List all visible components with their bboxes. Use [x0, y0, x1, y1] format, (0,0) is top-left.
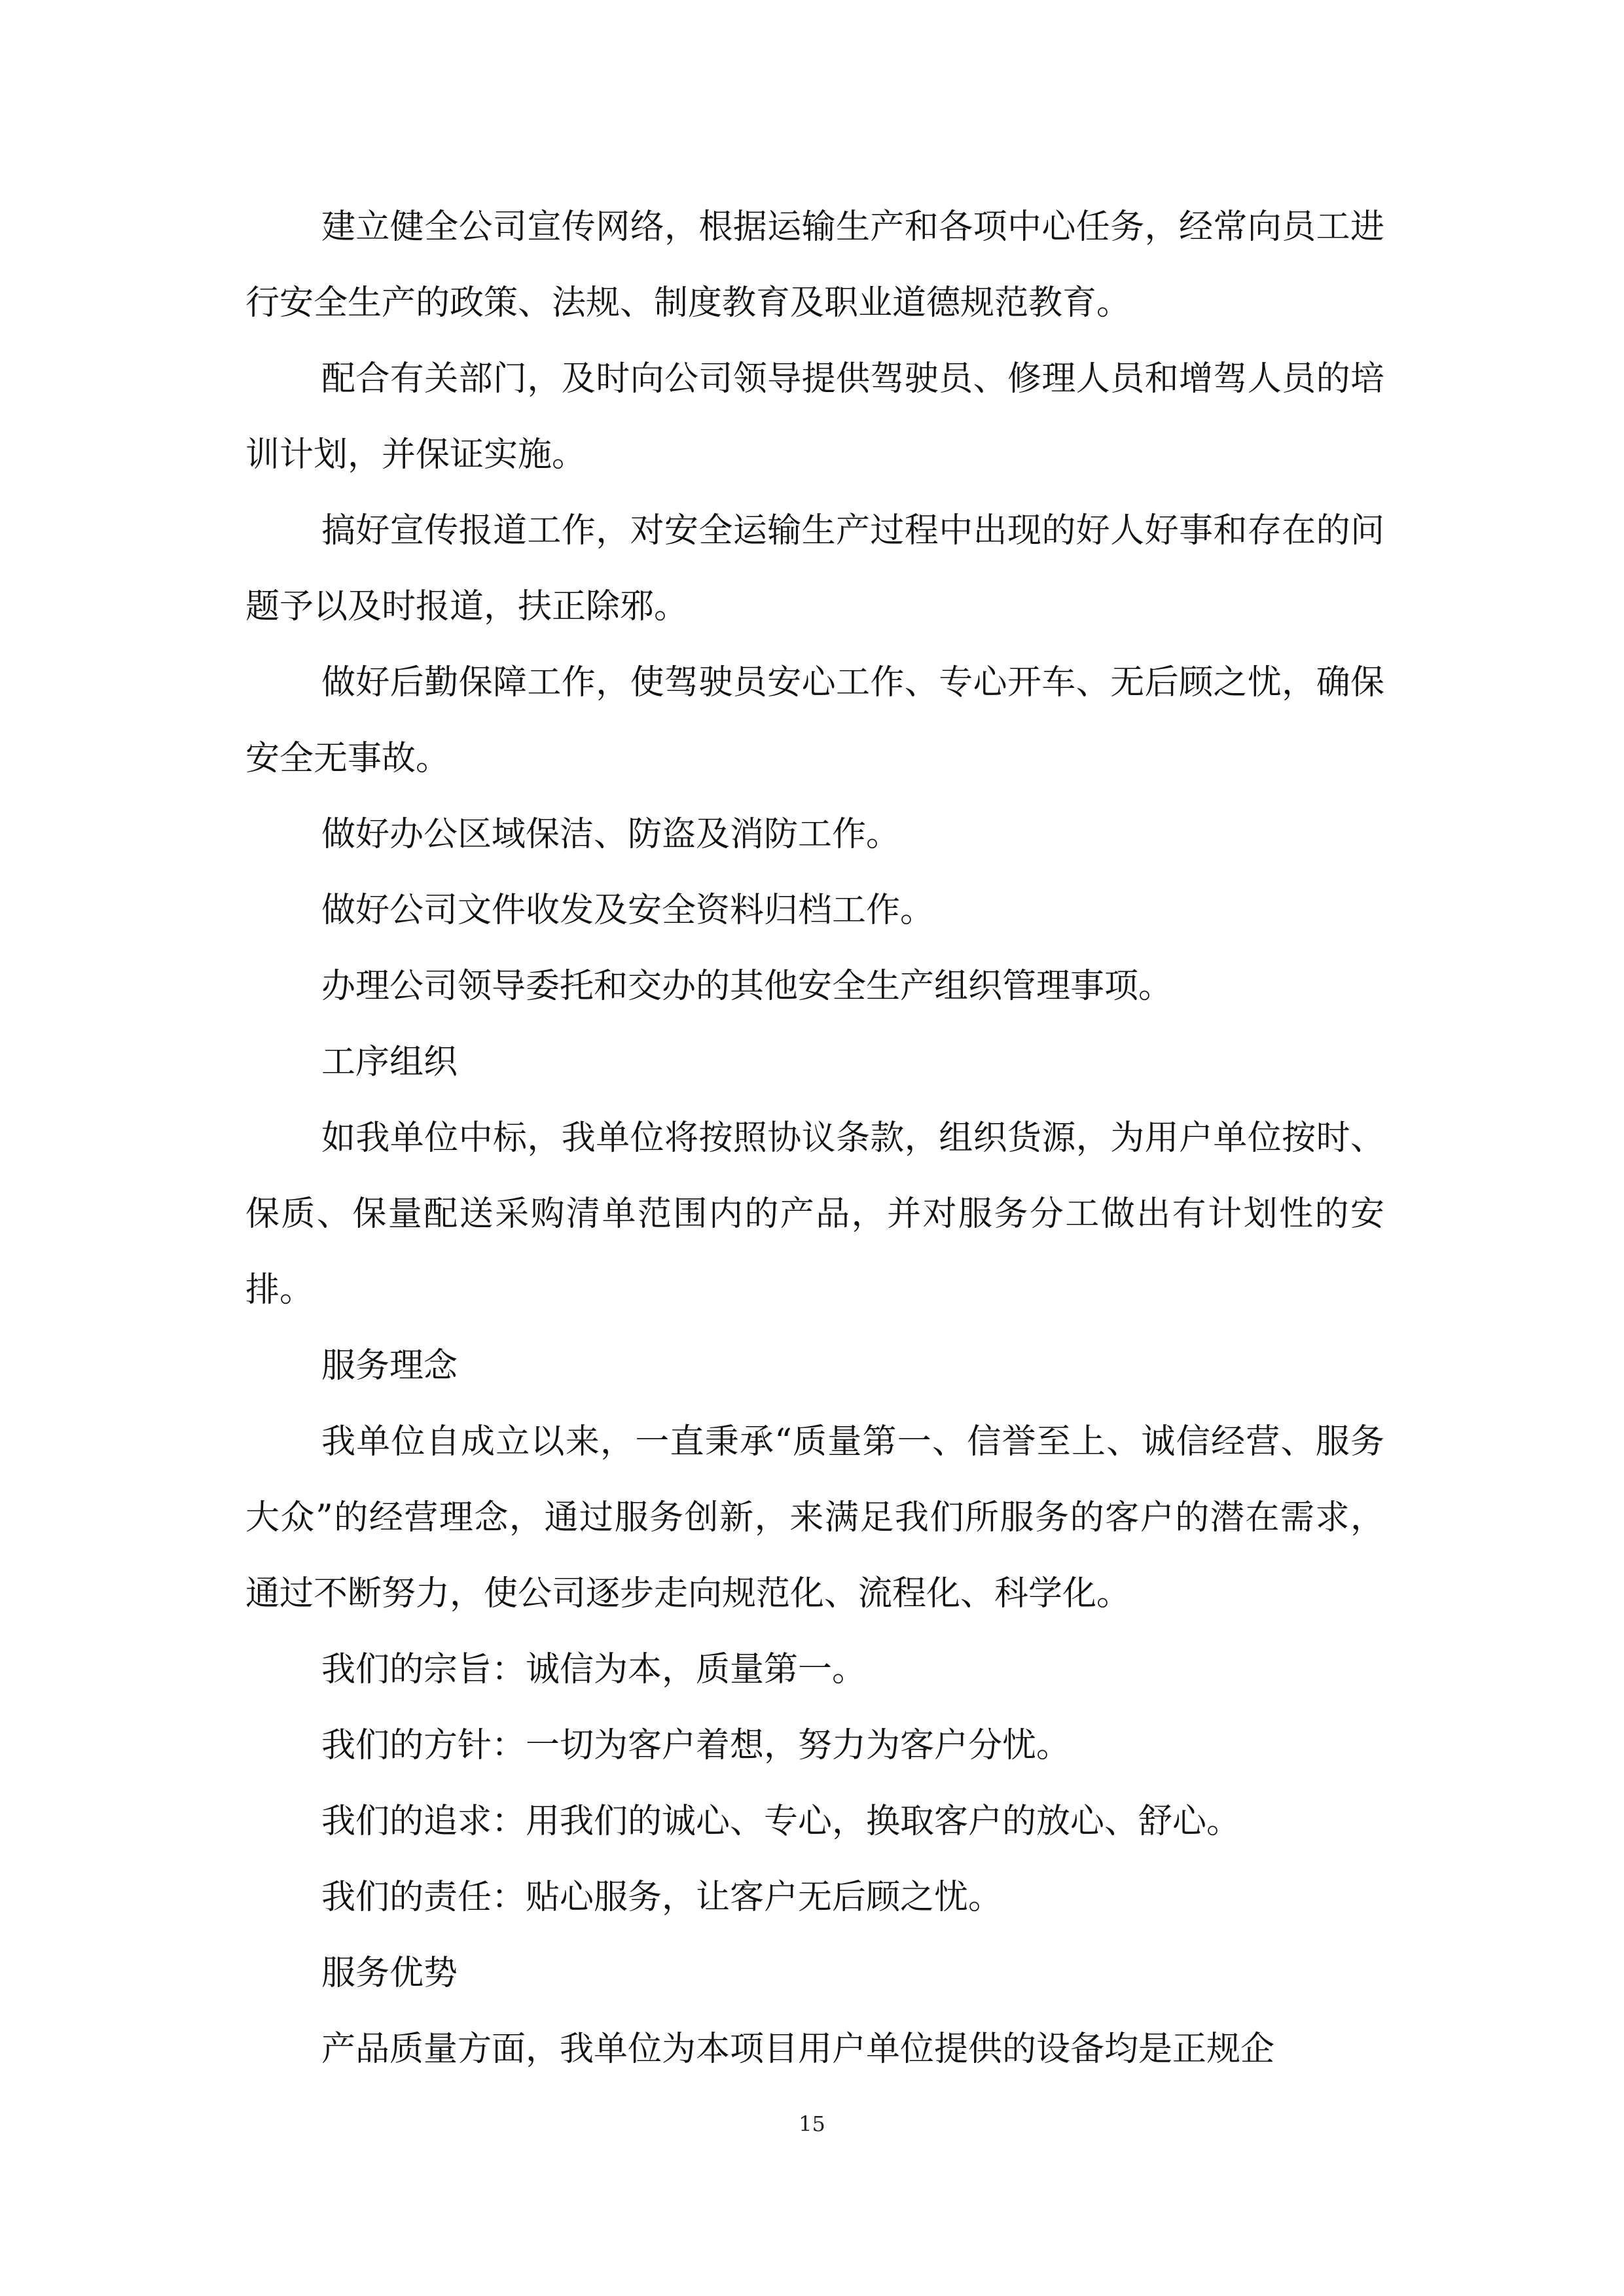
body-text [245, 189, 1384, 2087]
paragraph-service-philosophy: 我单位自成立以来，一直秉承“质量第一、信誉至上、诚信经营、服务大众”的经营理念，通过服务创新，来满足我们所服务的客户的潜在需求，通过不断努力，使公司逐步走向规范化、流程化、科学化。 [245, 1422, 1384, 1613]
section-heading-process-organization: 工序组织 [321, 1043, 458, 1082]
paragraph-process-organization: 如我单位中标，我单位将按照协议条款，组织货源，为用户单位按时、保质、保量配送采购清单范围内的产品，并对服务分工做出有计划性的安排。 [245, 1119, 1384, 1310]
paragraph-publicity-reporting: 搞好宣传报道工作，对安全运输生产过程中出现的好人好事和存在的问题予以及时报道，扶正除邪。 [245, 511, 1384, 626]
section-heading-service-philosophy: 服务理念 [321, 1346, 458, 1386]
page-number: 15 [799, 2111, 825, 2136]
paragraph-responsibility: 我们的责任：贴心服务，让客户无后顾之忧。 [321, 1878, 1003, 1917]
paragraph-office-security: 做好办公区域保洁、防盗及消防工作。 [321, 815, 901, 854]
paragraph-pursuit: 我们的追求：用我们的诚心、专心，换取客户的放心、舒心。 [321, 1802, 1241, 1841]
paragraph-logistics-support: 做好后勤保障工作，使驾驶员安心工作、专心开车、无后顾之忧，确保安全无事故。 [245, 663, 1384, 778]
paragraph-purpose: 我们的宗旨：诚信为本，质量第一。 [321, 1650, 867, 1689]
section-heading-service-advantages: 服务优势 [321, 1954, 458, 1993]
paragraph-document-archiving: 做好公司文件收发及安全资料归档工作。 [321, 891, 935, 930]
paragraph-other-matters: 办理公司领导委托和交办的其他安全生产组织管理事项。 [321, 967, 1173, 1006]
paragraph-training-plan: 配合有关部门，及时向公司领导提供驾驶员、修理人员和增驾人员的培训计划，并保证实施。 [245, 359, 1384, 475]
paragraph-publicity-network: 建立健全公司宣传网络，根据运输生产和各项中心任务，经常向员工进行安全生产的政策、法规、制度教育及职业道德规范教育。 [245, 207, 1384, 323]
paragraph-product-quality: 产品质量方面，我单位为本项目用户单位提供的设备均是正规企 [321, 2030, 1275, 2069]
paragraph-policy: 我们的方针：一切为客户着想，努力为客户分忧。 [321, 1726, 1071, 1765]
